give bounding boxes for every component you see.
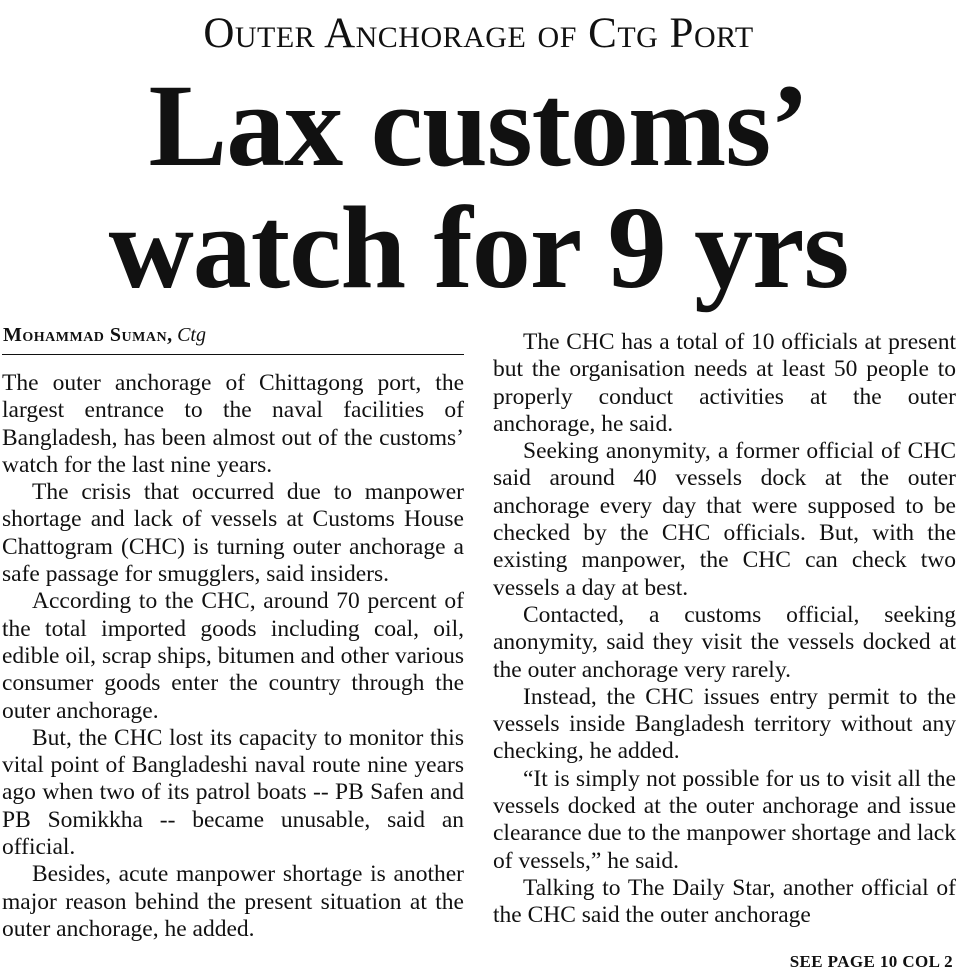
article-paragraph: The outer anchorage of Chittagong port, the largest entrance to the naval facilities of Bangladesh, has been almost out of the customs’ watch for the last nine years. bbox=[2, 370, 464, 478]
article-paragraph: But, the CHC lost its capacity to monitor this vital point of Bangladeshi naval route nine years ago when two of its patrol boats -- PB Safen and PB Somikkha -- became unusable, said an official. bbox=[2, 724, 464, 861]
article-paragraph: According to the CHC, around 70 percent of the total imported goods including coal, oil, edible oil, scrap ships, bitumen and other various consumer goods enter the country through the outer anchorage. bbox=[2, 588, 464, 724]
article-paragraph: Instead, the CHC issues entry permit to the vessels inside Bangladesh territory without any checking, he added. bbox=[493, 683, 956, 765]
byline bbox=[3, 322, 463, 348]
byline-location: Ctg bbox=[177, 324, 206, 346]
article-paragraph: Contacted, a customs official, seeking anonymity, said they visit the vessels docked at the outer anchorage very rarely. bbox=[493, 601, 956, 683]
article-column-right bbox=[493, 329, 956, 930]
headline-line-2: watch for 9 yrs bbox=[108, 182, 849, 313]
article-paragraph: “It is simply not possible for us to visit all the vessels docked at the outer anchorage and issue clearance due to the manpower shortage and lack of vessels,” he said. bbox=[493, 765, 956, 874]
article-paragraph: Seeking anonymity, a former official of CHC said around 40 vessels dock at the outer anchorage every day that were supposed to be checked by the CHC officials. But, with the existing manpower, the CHC can check two vessels a day at best. bbox=[493, 438, 956, 601]
article-paragraph: Besides, acute manpower shortage is another major reason behind the present situation at the outer anchorage, he added. bbox=[2, 861, 464, 942]
byline-rule bbox=[2, 354, 464, 355]
byline-separator: , bbox=[167, 324, 173, 346]
article-paragraph: The CHC has a total of 10 officials at present but the organisation needs at least 50 people to properly conduct activities at the outer anchorage, he said. bbox=[493, 329, 956, 437]
kicker: Outer Anchorage of Ctg Port bbox=[203, 10, 754, 57]
continuation-jump-line: SEE PAGE 10 COL 2 bbox=[789, 952, 953, 971]
article-paragraph: Talking to The Daily Star, another official of the CHC said the outer anchorage bbox=[493, 874, 956, 929]
article-paragraph: The crisis that occurred due to manpower shortage and lack of vessels at Customs House Chattogram (CHC) is turning outer anchorage a safe passage for smugglers, said insiders. bbox=[2, 479, 464, 588]
headline-line-1: Lax customs’ bbox=[148, 60, 809, 191]
article-column-left bbox=[2, 370, 464, 943]
byline-author: Mohammad Suman bbox=[3, 324, 168, 346]
